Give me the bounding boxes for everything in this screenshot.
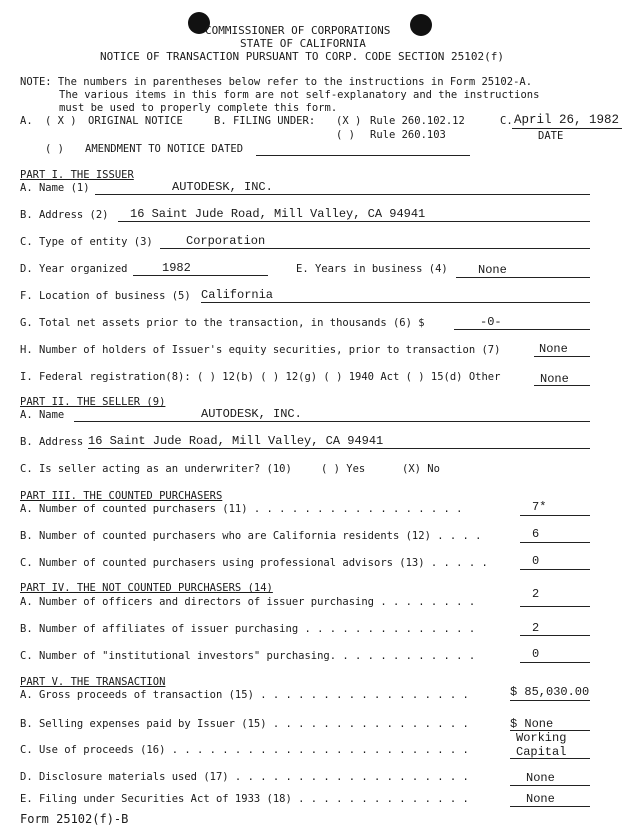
use-of-proceeds-line-1[interactable]: Working: [516, 731, 567, 745]
years-in-business-field[interactable]: None: [478, 263, 507, 277]
form-number: Form 25102(f)-B: [20, 812, 129, 826]
seller-name-field[interactable]: AUTODESK, INC.: [201, 407, 302, 421]
agency-title: COMMISSIONER OF CORPORATIONS: [205, 24, 391, 37]
part-3-title: PART III. THE COUNTED PURCHASERS: [20, 490, 223, 502]
issuer-address-field[interactable]: 16 Saint Jude Road, Mill Valley, CA 94941: [130, 207, 426, 221]
equity-holders-label: H. Number of holders of Issuer's equity securities, prior to transaction (7): [20, 344, 501, 356]
use-of-proceeds-line-2[interactable]: Capital: [516, 745, 567, 759]
counted-purchasers-field[interactable]: 7*: [532, 500, 547, 514]
underwriter-no-checkbox[interactable]: (X) No: [402, 463, 440, 475]
officers-directors-label: A. Number of officers and directors of issuer purchasing . . . . . . . .: [20, 596, 476, 608]
counted-purchasers-label: A. Number of counted purchasers (11) . . . . . . . . . . . . . . . . .: [20, 503, 463, 515]
seller-address-label: B. Address: [20, 436, 84, 448]
binder-hole-right: [410, 14, 432, 36]
entity-type-field[interactable]: Corporation: [186, 234, 266, 248]
part-4-title: PART IV. THE NOT COUNTED PURCHASERS (14): [20, 582, 273, 594]
seller-name-label: A. Name: [20, 409, 65, 421]
gross-proceeds-label: A. Gross proceeds of transaction (15) . . . . . . . . . . . . . . . . .: [20, 689, 469, 701]
issuer-name-label: A. Name (1): [20, 182, 90, 194]
note-line-2: The various items in this form are not self-explanatory and the instructions: [59, 89, 540, 101]
amendment-date-field[interactable]: [256, 155, 470, 156]
note-line-3: must be used to properly complete this form.: [59, 102, 338, 114]
equity-holders-field[interactable]: None: [539, 342, 568, 356]
professional-advisors-field[interactable]: 0: [532, 554, 540, 568]
notice-date-field[interactable]: April 26, 1982: [514, 113, 620, 127]
net-assets-label: G. Total net assets prior to the transaction, in thousands (6) $: [20, 317, 425, 329]
amendment-checkbox[interactable]: ( ): [45, 143, 64, 155]
selling-expenses-field[interactable]: $ None: [510, 717, 554, 731]
original-notice-checkbox[interactable]: ( X ): [45, 115, 77, 127]
years-in-business-label: E. Years in business (4): [296, 263, 448, 275]
notice-title: NOTICE OF TRANSACTION PURSUANT TO CORP. CODE SECTION 25102(f): [100, 50, 504, 63]
institutional-investors-field[interactable]: 0: [532, 647, 540, 661]
state-title: STATE OF CALIFORNIA: [240, 37, 366, 50]
use-of-proceeds-label: C. Use of proceeds (16) . . . . . . . . . . . . . . . . . . . . . . . .: [20, 744, 469, 756]
date-caption: DATE: [538, 130, 564, 142]
part-5-title: PART V. THE TRANSACTION: [20, 676, 166, 688]
rule-260-103-label: Rule 260.103: [370, 129, 446, 141]
seller-address-field[interactable]: 16 Saint Jude Road, Mill Valley, CA 94941: [88, 434, 384, 448]
disclosure-materials-field[interactable]: None: [526, 771, 555, 785]
note-line-1: NOTE: The numbers in parentheses below refer to the instructions in Form 25102-A.: [20, 76, 533, 88]
securities-act-filing-label: E. Filing under Securities Act of 1933 (18) . . . . . . . . . . . . . .: [20, 793, 469, 805]
issuer-address-label: B. Address (2): [20, 209, 109, 221]
business-location-field[interactable]: California: [201, 288, 274, 302]
selling-expenses-label: B. Selling expenses paid by Issuer (15) . . . . . . . . . . . . . . . .: [20, 718, 469, 730]
filing-under-label: B. FILING UNDER:: [214, 115, 316, 127]
gross-proceeds-field[interactable]: $ 85,030.00: [510, 685, 590, 699]
section-a-prefix: A.: [20, 115, 33, 127]
year-organized-field[interactable]: 1982: [162, 261, 191, 275]
disclosure-materials-label: D. Disclosure materials used (17) . . . . . . . . . . . . . . . . . . .: [20, 771, 469, 783]
underwriter-question-label: C. Is seller acting as an underwriter? (10): [20, 463, 292, 475]
entity-type-label: C. Type of entity (3): [20, 236, 153, 248]
affiliates-field[interactable]: 2: [532, 621, 540, 635]
rule-260-102-12-checkbox[interactable]: (X ): [336, 115, 362, 127]
underwriter-yes-checkbox[interactable]: ( ) Yes: [321, 463, 366, 475]
institutional-investors-label: C. Number of "institutional investors" purchasing. . . . . . . . . . . .: [20, 650, 476, 662]
year-organized-label: D. Year organized: [20, 263, 128, 275]
federal-registration-other-field[interactable]: None: [540, 372, 569, 386]
part-2-title: PART II. THE SELLER (9): [20, 396, 166, 408]
amendment-label: AMENDMENT TO NOTICE DATED: [85, 143, 244, 155]
rule-260-102-12-label: Rule 260.102.12: [370, 115, 465, 127]
california-residents-label: B. Number of counted purchasers who are California residents (12) . . . .: [20, 530, 482, 542]
rule-260-103-checkbox[interactable]: ( ): [336, 129, 355, 141]
federal-registration-label: I. Federal registration(8): ( ) 12(b) ( ) 12(g) ( ) 1940 Act ( ) 15(d) Other: [20, 371, 501, 383]
professional-advisors-label: C. Number of counted purchasers using professional advisors (13) . . . . .: [20, 557, 488, 569]
california-residents-field[interactable]: 6: [532, 527, 540, 541]
date-prefix: C.: [500, 115, 513, 127]
net-assets-field[interactable]: -0-: [480, 315, 502, 329]
original-notice-label: ORIGINAL NOTICE: [88, 115, 183, 127]
part-1-title: PART I. THE ISSUER: [20, 169, 134, 181]
business-location-label: F. Location of business (5): [20, 290, 191, 302]
officers-directors-field[interactable]: 2: [532, 587, 540, 601]
issuer-name-field[interactable]: AUTODESK, INC.: [172, 180, 273, 194]
affiliates-label: B. Number of affiliates of issuer purchasing . . . . . . . . . . . . . .: [20, 623, 476, 635]
securities-act-filing-field[interactable]: None: [526, 792, 555, 806]
